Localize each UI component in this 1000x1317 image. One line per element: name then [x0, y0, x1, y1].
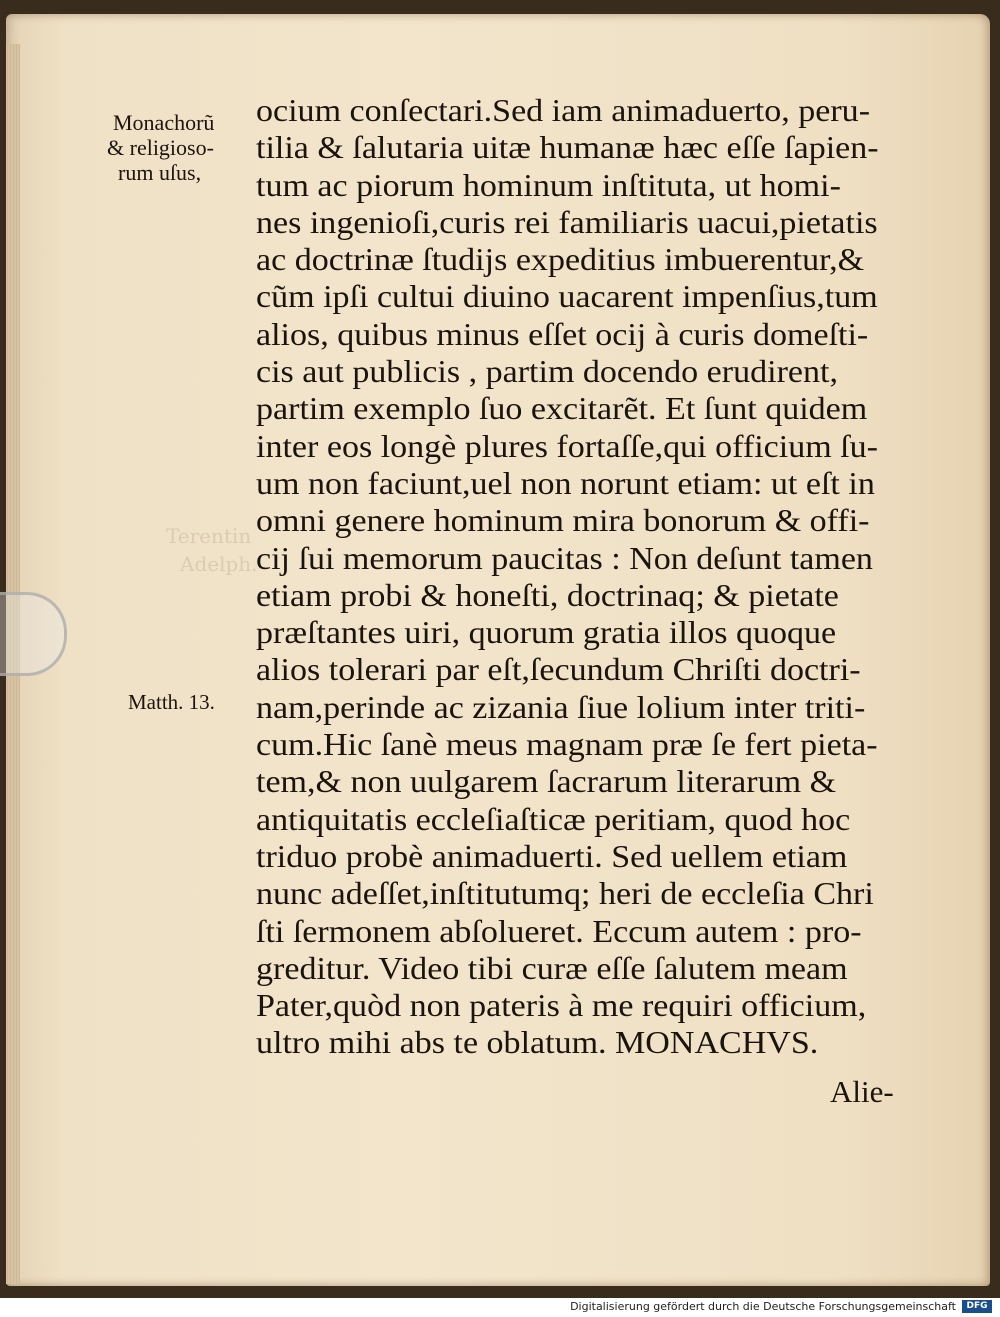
text-line: greditur. Video tibi curæ eſſe ſalutem meam	[256, 950, 848, 986]
margin-note-line: & religioso-	[107, 135, 214, 160]
text-line: nunc adeſſet,inſtitutumq; heri de eccleſia Chri	[256, 876, 874, 912]
text-line: cum.Hic ſanè meus magnam præ ſe fert pieta-	[256, 727, 878, 763]
catchword: Alie-	[830, 1074, 894, 1109]
text-line: cis aut publicis , partim docendo erudirent,	[256, 354, 838, 390]
text-line: etiam probi & honeſti, doctrinaq; & pietate	[256, 577, 839, 613]
text-line: tem,& non uulgarem ſacrarum literarum &	[256, 764, 837, 800]
text-line: alios, quibus minus eſſet ocij à curis domeſti-	[256, 316, 869, 352]
show-through-ink: Adelph.	[180, 552, 258, 576]
show-through-ink: Terentin	[166, 524, 252, 548]
funding-credit: Digitalisierung gefördert durch die Deutsche Forschungsgemeinschaft	[570, 1300, 956, 1313]
text-line: ſti ſermonem abſolueret. Eccum autem : pro-	[256, 913, 862, 949]
text-line: cij ſui memorum paucitas : Non deſunt tamen	[256, 540, 873, 576]
text-line: ultro mihi abs te oblatum. MONACHVS.	[256, 1025, 819, 1061]
text-line: tilia & ſalutaria uitæ humanæ hæc eſſe ſapien-	[256, 130, 879, 166]
text-line: alios tolerari par eſt,ſecundum Chriſti doctri-	[256, 652, 861, 688]
text-line: ocium conſectari.Sed iam animaduerto, peru-	[256, 93, 871, 128]
margin-note-line: Monachorũ	[113, 110, 215, 135]
margin-note-line: rum uſus,	[118, 160, 202, 185]
text-line: triduo probè animaduerti. Sed uellem etiam	[256, 838, 848, 874]
dfg-logo: DFG	[962, 1300, 992, 1313]
text-line: inter eos longè plures fortaſſe,qui officium ſu-	[256, 428, 878, 464]
text-line: antiquitatis eccleſiaſticæ peritiam, quod hoc	[256, 801, 851, 837]
text-line: Pater,quòd non pateris à me requiri officium,	[256, 988, 867, 1024]
text-line: præſtantes uiri, quorum gratia illos quoque	[256, 615, 837, 651]
text-line: um non faciunt,uel non norunt etiam: ut eſt in	[256, 465, 875, 501]
text-line: nam,perinde ac zizania ſiue lolium inter triti-	[256, 689, 866, 725]
margin-note-reference: Matth. 13.	[128, 690, 215, 714]
text-line: ac doctrinæ ſtudijs expeditius imbuerentur,&	[256, 242, 865, 278]
body-text	[256, 92, 916, 1062]
text-line: nes ingenioſi,curis rei familiaris uacui,pietatis	[256, 204, 878, 240]
text-line: omni genere hominum mira bonorum & offi-	[256, 503, 870, 539]
text-line: partim exemplo ſuo excitarẽt. Et ſunt quidem	[256, 391, 868, 427]
text-line: cũm ipſi cultui diuino uacarent impenſius,tum	[256, 279, 878, 315]
text-line: tum ac piorum hominum inſtituta, ut homi-	[256, 167, 841, 203]
